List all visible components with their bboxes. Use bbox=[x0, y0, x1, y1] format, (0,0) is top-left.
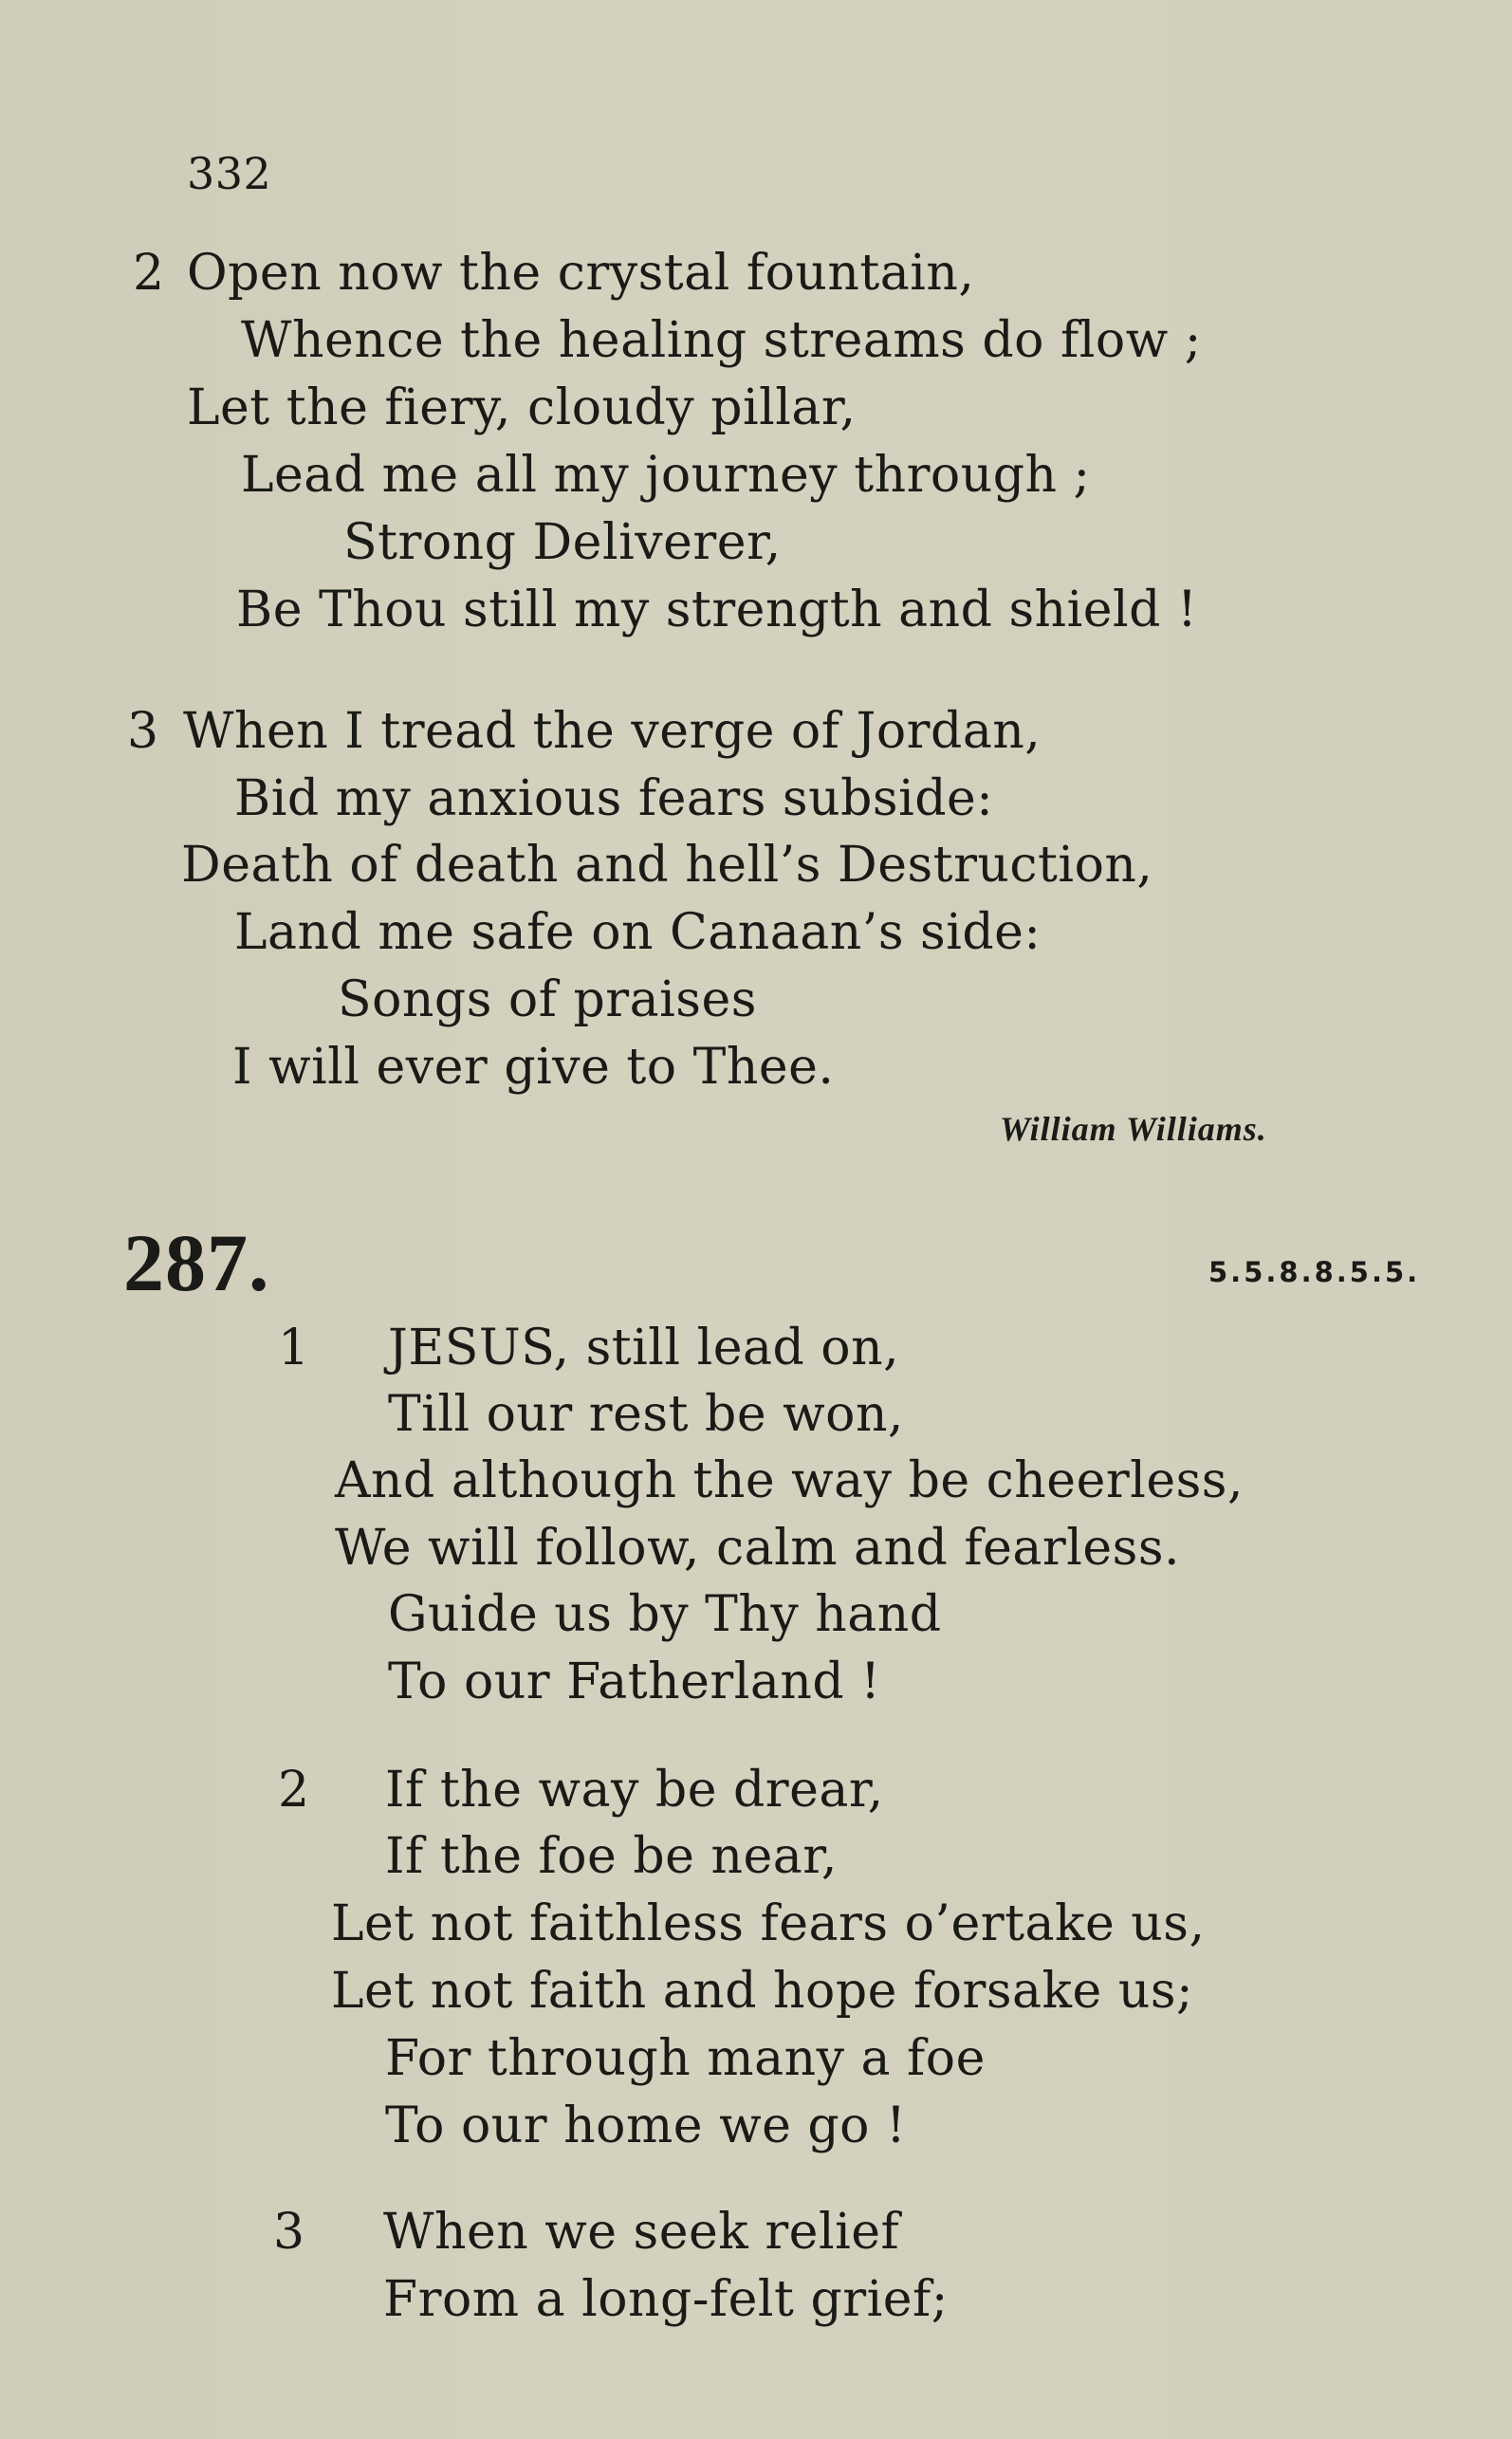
page-number: 332 bbox=[187, 148, 272, 199]
verse-line: Land me safe on Canaan’s side: bbox=[234, 904, 1042, 961]
verse-line: Let the fiery, cloudy pillar, bbox=[187, 379, 857, 436]
verse-line: Death of death and hell’s Destruction, bbox=[181, 837, 1153, 894]
verse-line: Bid my anxious fears subside: bbox=[234, 770, 994, 827]
verse-line: Strong Deliverer, bbox=[343, 514, 782, 571]
verse-line: Be Thou still my strength and shield ! bbox=[236, 582, 1198, 638]
verse-number: 1 bbox=[278, 1320, 310, 1377]
verse-line: Open now the crystal fountain, bbox=[187, 245, 975, 302]
verse-line: To our Fatherland ! bbox=[388, 1654, 881, 1710]
verse-number: 3 bbox=[127, 703, 159, 760]
verse-number: 2 bbox=[278, 1762, 310, 1819]
verse-line: From a long-felt grief; bbox=[383, 2271, 949, 2328]
verse-line: When we seek relief bbox=[383, 2204, 900, 2261]
verse-number: 3 bbox=[273, 2204, 305, 2261]
verse-line: If the foe be near, bbox=[385, 1828, 838, 1885]
verse-line: JESUS, still lead on, bbox=[388, 1320, 900, 1377]
verse-line: Let not faithless fears o’ertake us, bbox=[331, 1895, 1206, 1952]
verse-line: Whence the healing streams do flow ; bbox=[241, 312, 1202, 369]
verse-line: I will ever give to Thee. bbox=[232, 1039, 835, 1096]
verse-line: Songs of praises bbox=[338, 971, 757, 1028]
verse-line: Till our rest be won, bbox=[388, 1386, 904, 1443]
verse-line: When I tread the verge of Jordan, bbox=[183, 703, 1042, 760]
author-attribution: William Williams. bbox=[1000, 1110, 1267, 1148]
verse-line: We will follow, calm and fearless. bbox=[335, 1520, 1181, 1577]
verse-line: For through many a foe bbox=[385, 2030, 986, 2087]
hymn-number: 287. bbox=[123, 1217, 270, 1308]
hymn-meter: 5.5.8.8.5.5. bbox=[1208, 1256, 1421, 1288]
verse-line: Guide us by Thy hand bbox=[388, 1586, 942, 1643]
verse-line: To our home we go ! bbox=[385, 2097, 907, 2154]
verse-line: If the way be drear, bbox=[385, 1762, 884, 1819]
verse-line: Lead me all my journey through ; bbox=[241, 447, 1091, 504]
verse-line: Let not faith and hope forsake us; bbox=[331, 1963, 1194, 2020]
verse-line: And although the way be cheerless, bbox=[335, 1452, 1245, 1509]
verse-number: 2 bbox=[133, 245, 165, 302]
